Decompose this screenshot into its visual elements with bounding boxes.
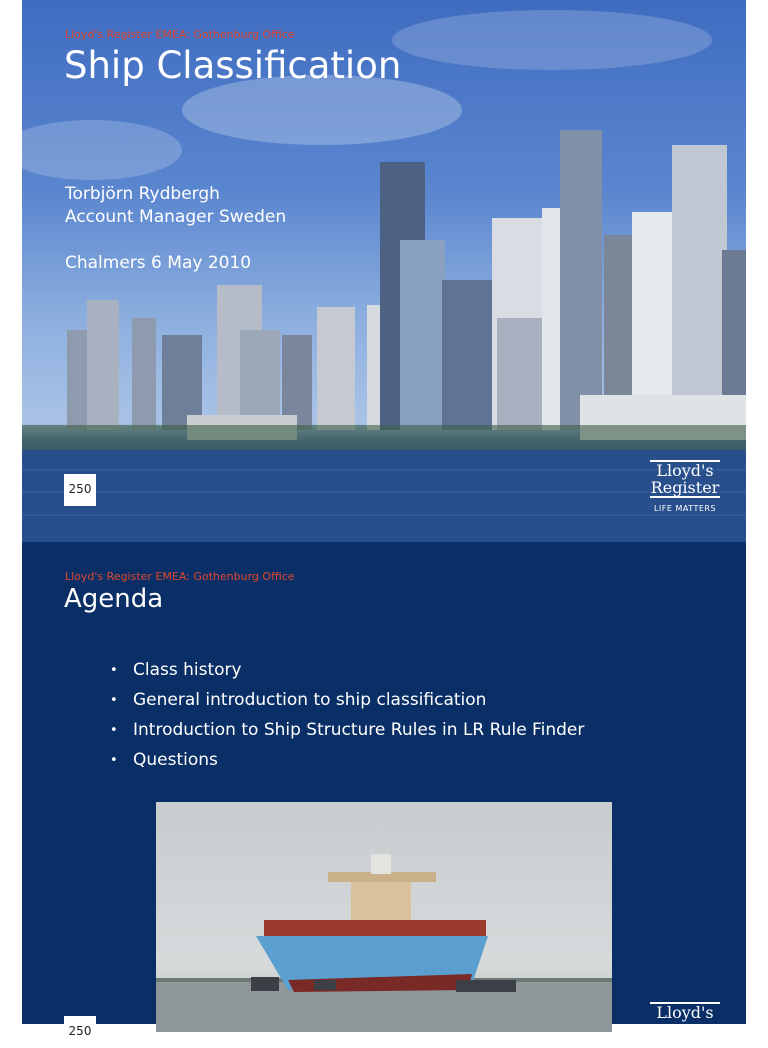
agenda-item: • Questions <box>110 750 584 780</box>
presenter-name: Torbjörn Rydbergh <box>65 184 220 204</box>
office-label: Lloyd's Register EMEA: Gothenburg Office <box>65 28 295 41</box>
lloyds-register-logo <box>650 1002 720 1021</box>
anniversary-logo: 250 <box>64 474 96 506</box>
event-date: Chalmers 6 May 2010 <box>65 253 252 273</box>
anniversary-logo: 250 <box>64 1016 96 1048</box>
slide-title: Agenda <box>64 584 164 614</box>
slide-title: Ship Classification <box>64 44 402 87</box>
brand-line2: Register <box>650 478 720 497</box>
agenda-slide <box>22 542 746 1038</box>
office-label: Lloyd's Register EMEA: Gothenburg Office <box>65 570 295 583</box>
agenda-item: • Class history <box>110 660 584 690</box>
brand-line1: Lloyd's <box>650 1002 720 1021</box>
container-ship-photo <box>156 802 612 1032</box>
agenda-item: • General introduction to ship classification <box>110 690 584 720</box>
agenda-item: • Introduction to Ship Structure Rules in LR Rule Finder <box>110 720 584 750</box>
brand-tagline: LIFE MATTERS <box>653 504 717 513</box>
presenter-role: Account Manager Sweden <box>65 207 287 227</box>
agenda-list <box>110 660 584 780</box>
title-slide <box>22 0 746 542</box>
lloyds-register-logo <box>650 460 720 513</box>
brand-line1: Lloyd's <box>650 460 720 479</box>
